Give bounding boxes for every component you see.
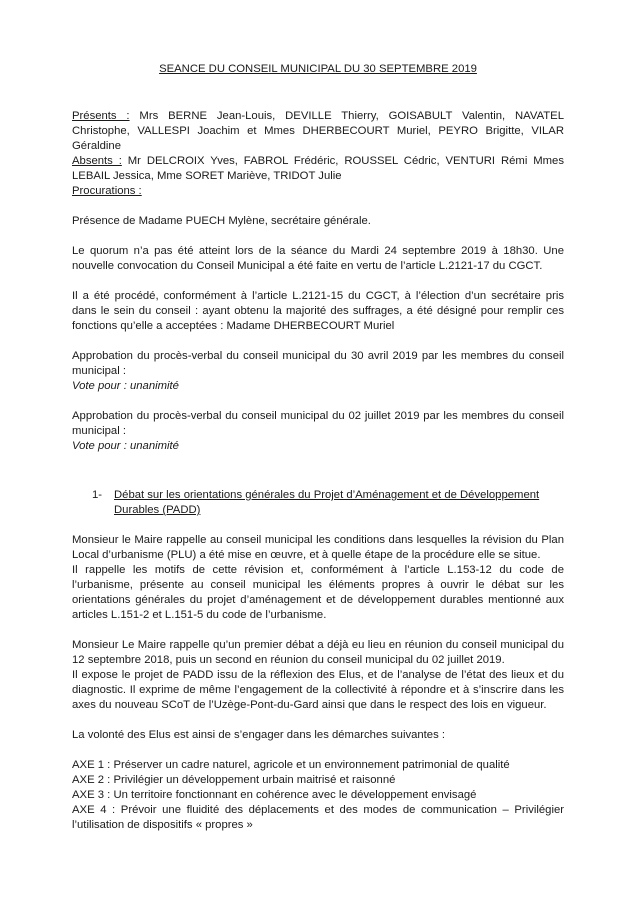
absents-label: Absents : [72,155,122,167]
absents-paragraph [72,154,564,184]
axis-item-1: AXE 1 : Préserver un cadre naturel, agricole et un environnement patrimonial de qualité [72,759,510,771]
vote-result-1: Vote pour : unanimité [72,380,179,392]
presents-text: Mrs BERNE Jean-Louis, DEVILLE Thierry, GOISABULT Valentin, NAVATEL Christophe, VALLESPI Joachim et Mmes DHERBECOURT Muriel, PEYRO Brigitte, VILAR Géraldine [72,110,564,152]
section-paragraph-2: Il rappelle les motifs de cette révision et, conformément à l’article L.153-12 du code de l’urbanisme, présente au conseil municipal les éléments propres à ouvrir le débat sur les orientations générales du projet d’aménagement et de développement durables mentionné aux articles L.151-2 et L.151-5 du code de l’urbanisme. [72,564,564,621]
presents-label: Présents : [72,110,130,122]
spacer [72,199,564,214]
election-paragraph: Il a été procédé, conformément à l’article L.2121-15 du CGCT, à l’élection d’un secrétaire pris dans le sein du conseil : ayant obtenu la majorité des suffrages, a été désigné pour remplir ces fonctions qu’elle a acceptées : Madame DHERBECOURT Muriel [72,290,564,332]
spacer [72,743,564,758]
spacer [72,454,564,469]
axis-item-2: AXE 2 : Privilégier un développement urbain maitrisé et raisonné [72,774,396,786]
axis-item-4: AXE 4 : Prévoir une fluidité des déplacements et des modes de communication – Privilégier l’utilisation de dispositifs « propres » [72,804,564,831]
section-number: 1- [92,489,103,501]
section-paragraph-1: Monsieur le Maire rappelle au conseil municipal les conditions dans lesquelles la révision du Plan Local d’urbanisme (PLU) a été mise en œuvre, et à quelle étape de la procédure elle se situe. [72,534,564,561]
spacer [72,229,564,244]
section-heading [92,488,564,518]
vote-result-2: Vote pour : unanimité [72,440,179,452]
page-title: SEANCE DU CONSEIL MUNICIPAL DU 30 SEPTEMBRE 2019 [159,63,477,75]
axis-item-3: AXE 3 : Un territoire fonctionnant en cohérence avec le développement envisagé [72,789,477,801]
approval-paragraph-2: Approbation du procès-verbal du conseil municipal du 02 juillet 2019 par les membres du conseil municipal : [72,410,564,437]
spacer [72,518,564,533]
absents-text: Mr DELCROIX Yves, FABROL Frédéric, ROUSSEL Cédric, VENTURI Rémi Mmes LEBAIL Jessica, Mme SORET Mariève, TRIDOT Julie [72,155,564,182]
presents-paragraph [72,109,564,154]
spacer [72,334,564,349]
section-paragraph-3: Monsieur Le Maire rappelle qu’un premier débat a déjà eu lieu en réunion du conseil municipal du 12 septembre 2018, puis un second en réunion du conseil municipal du 02 juillet 2019. [72,639,564,666]
spacer [72,274,564,289]
secretary-paragraph: Présence de Madame PUECH Mylène, secrétaire générale. [72,215,371,227]
spacer [72,713,564,728]
quorum-paragraph: Le quorum n’a pas été atteint lors de la séance du Mardi 24 septembre 2019 à 18h30. Une nouvelle convocation du Conseil Municipal a été faite en vertu de l’article L.2121-17 du CGCT. [72,245,564,272]
section-title: Débat sur les orientations générales du Projet d’Aménagement et de Développement Durables (PADD) [114,489,540,516]
spacer [72,469,564,484]
document-body [72,62,564,833]
procurations-label: Procurations : [72,185,142,197]
section-paragraph-4: Il expose le projet de PADD issu de la réflexion des Elus, et de l’analyse de l’état des lieux et du diagnostic. Il exprime de même l’engagement de la collectivité à répondre et à s’inscrire dans les axes du nouveau SCoT de l’Uzège-Pont-du-Gard ainsi que dans le respect des lois en vigueur. [72,669,564,711]
procurations-paragraph [72,184,564,199]
spacer [72,394,564,409]
section-paragraph-5: La volonté des Elus est ainsi de s’engager dans les démarches suivantes : [72,729,446,741]
approval-paragraph-1: Approbation du procès-verbal du conseil municipal du 30 avril 2019 par les membres du conseil municipal : [72,350,564,377]
spacer [72,623,564,638]
